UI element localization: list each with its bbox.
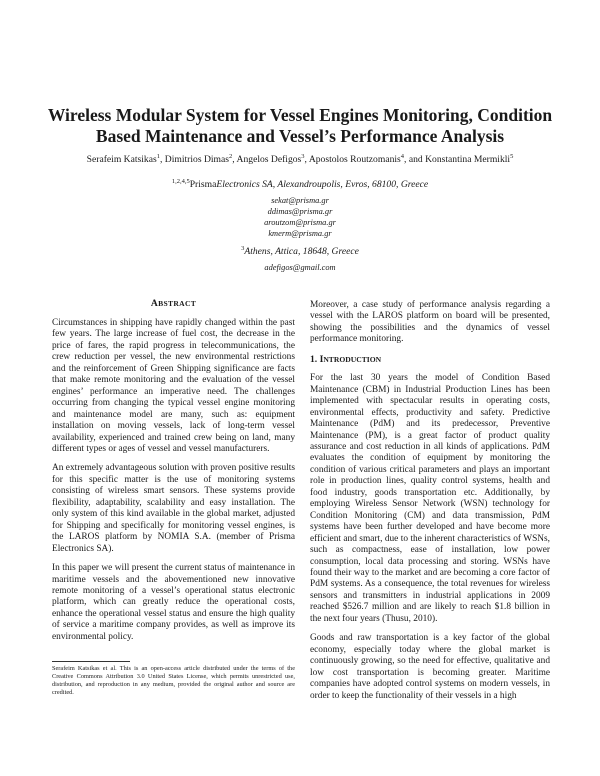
affiliation-1 <box>40 179 560 191</box>
body-paragraph: Moreover, a case study of performance analysis regarding a vessel with the LAROS platform on board will be presented, showing the possibilities and the dynamics of vessel performance monitoring. <box>310 300 550 345</box>
author-separator: , <box>159 154 165 165</box>
email-address: aroutzom@prisma.gr <box>264 218 336 227</box>
author-affiliation-mark: 4 <box>400 153 405 160</box>
affiliation-mark: 3 <box>241 245 245 252</box>
email-address: sekat@prisma.gr <box>271 196 329 205</box>
affiliation-mark: 1,2,4,5 <box>171 178 190 185</box>
author-separator: , <box>232 154 237 165</box>
author-name: Apostolos Routzomanis <box>308 154 401 165</box>
section-heading-introduction: 1. INTRODUCTION <box>310 353 382 365</box>
abstract-heading: ABSTRACT <box>150 298 197 309</box>
author-separator: , and <box>404 154 426 165</box>
author-affiliation-mark: 3 <box>301 153 305 160</box>
author-name: Serafeim Katsikas <box>86 154 157 165</box>
body-paragraph: Goods and raw transportation is a key factor of the global economy, especially today where the global market is continuously growing, so the need for effective, qualitative and low cost transportation is becoming greater. Maritime companies have adopted control systems on modern vessels, in order to keep the functionality of their vessels in a high <box>310 633 550 701</box>
email-address: kmerm@prisma.gr <box>268 229 332 238</box>
author-affiliation-mark: 5 <box>510 153 514 160</box>
author-separator: , <box>304 154 309 165</box>
author-affiliation-mark: 2 <box>229 153 233 160</box>
affiliation-org: Prisma <box>189 179 217 190</box>
license-footnote: Serafeim Katsikas et al. This is an open-access article distributed under the terms of the Creative Commons Attribution 3.0 United States License, which permits unrestricted use, distribution, and reproduction in any medium, provided the original author and source are credited. <box>52 665 295 697</box>
author-list <box>40 154 560 166</box>
footnote-divider <box>52 661 130 662</box>
abstract-paragraph: An extremely advantageous solution with proven positive results for this specific matter is the use of monitoring systems consisting of wireless smart sensors. These systems provide flexibility, adaptability, scalability and easy installation. The only system of this kind available in the global market, adjusted for Shipping and specifically for monitoring vessel engines, is the LAROS platform by NOMIA S.A. (member of Prisma Electronics SA). <box>52 463 295 554</box>
left-column <box>52 318 295 651</box>
affiliation-2 <box>40 246 560 258</box>
abstract-paragraph: In this paper we will present the current status of maintenance in maritime vessels and the abovementioned new innovative remote monitoring of a vessel’s operational status electronic platform, which can greatly reduce the operational costs, enhance the operational vessel status and ensure the high quality of service a maritime company provides, as well as improve its environmental policy. <box>52 563 295 642</box>
author-name: Konstantina Mermikli <box>425 154 511 165</box>
affiliation-address: Electronics SA, Alexandroupolis, Evros, 68100, Greece <box>216 179 429 190</box>
paper-title: Wireless Modular System for Vessel Engines Monitoring, Condition Based Maintenance and Vessel’s Performance Analysis <box>47 105 553 146</box>
author-name: Dimitrios Dimas <box>164 154 230 165</box>
email-address: adefigos@gmail.com <box>264 263 336 272</box>
email-address: ddimas@prisma.gr <box>267 207 333 216</box>
affiliation-address: Athens, Attica, 18648, Greece <box>244 246 359 257</box>
author-name: Angelos Defigos <box>236 154 302 165</box>
abstract-paragraph: Circumstances in shipping have rapidly changed within the past few years. The large increase of fuel cost, the decrease in the price of fares, the rapid progress in telecommunications, the crew reduction per vessel, the new environmental restrictions and the reinforcement of Green Shipping significance are facts that make remote monitoring and the evaluation of the vessel engines’ performance an imperative need. The challenges occurring from changing the typical vessel engine monitoring and maintenance model are many, such as: equipment installation on moving vessels, lack of long-term vessel availability, experienced and trained crew being on land, many different types or ages of vessel and vessel manufacturers. <box>52 318 295 454</box>
right-column <box>310 300 550 710</box>
author-affiliation-mark: 1 <box>156 153 160 160</box>
body-paragraph: For the last 30 years the model of Condition Based Maintenance (CBM) in Industrial Production Lines has been implemented with spectacular results in operating costs, environmental effects, productivity and safety. Predictive Maintenance (PdM) and its predecessor, Preventive Maintenance (PM), is a great factor of product quality assurance and cost reduction in all kinds of applications. PdM evaluates the condition of equipment by monitoring the condition of various critical parameters and plays an important role in production lines, quality control systems, health and food industry, goods transportation etc. Additionally, by employing Wireless Sensor Network (WSN) technology for Condition Monitoring (CM) and data transmission, PdM systems have been further developed and have become more efficient and smart, due to the inherent characteristics of WSNs, such as compactness, ease of installation, low power consumption, local data processing and storing. WSNs have found their way to the market and are becoming a core factor of PdM systems. As a consequence, the total revenues for wireless sensors and transmitters in industrial applications in 2009 reached $526.7 million and are likely to reach $1.8 billion in the next four years (Thusu, 2010). <box>310 373 550 624</box>
